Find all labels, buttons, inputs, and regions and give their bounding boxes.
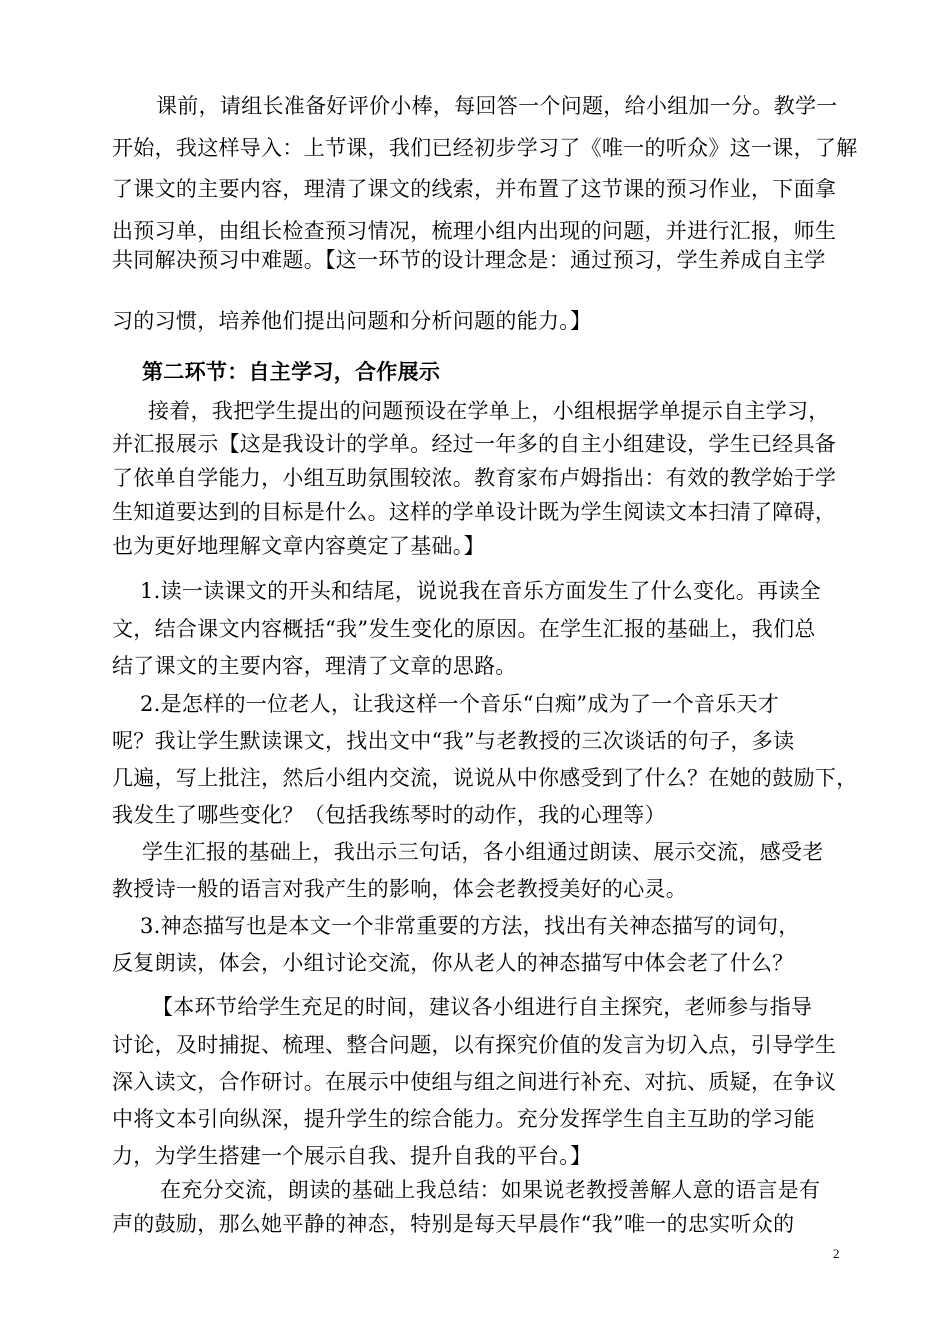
text-line: 共同解决预习中难题。【这一环节的设计理念是：通过预习，学生养成自主学 <box>112 248 826 272</box>
text-line: 接着，我把学生提出的问题预设在学单上，小组根据学单提示自主学习， <box>148 399 830 423</box>
text-line: 中将文本引向纵深，提升学生的综合能力。充分发挥学生自主互助的学习能 <box>112 1107 815 1131</box>
text-line: 在充分交流，朗读的基础上我总结：如果说老教授善解人意的语言是有 <box>160 1178 821 1202</box>
text-line: 出预习单，由组长检查预习情况，梳理小组内出现的问题，并进行汇报，师生 <box>112 219 837 243</box>
list-item-1: 1.读一读课文的开头和结尾，说说我在音乐方面发生了什么变化。再读全 <box>140 579 821 603</box>
text-line: 我发生了哪些变化？（包括我练琴时的动作，我的心理等） <box>112 803 666 827</box>
text-line: 声的鼓励，那么她平静的神态，特别是每天早晨作“我”唯一的忠实听众的 <box>112 1212 795 1236</box>
text-line: 生知道要达到的目标是什么。这样的学单设计既为学生阅读文本扫清了障碍， <box>112 500 837 524</box>
section-heading: 第二环节：自主学习，合作展示 <box>142 360 441 384</box>
text-line: 课前，请组长准备好评价小棒，每回答一个问题，给小组加一分。教学一 <box>156 94 838 118</box>
text-line: 结了课文的主要内容，理清了文章的思路。 <box>112 654 517 678</box>
text-line: 力，为学生搭建一个展示自我、提升自我的平台。】 <box>112 1144 592 1168</box>
text-line: 反复朗读，体会，小组讨论交流，你从老人的神态描写中体会老了什么？ <box>112 951 794 975</box>
text-line: 习的习惯，培养他们提出问题和分析问题的能力。】 <box>112 309 592 333</box>
list-item-3: 3.神态描写也是本文一个非常重要的方法，找出有关神态描写的词句， <box>140 914 800 938</box>
text-line: 讨论，及时捕捉、梳理、整合问题，以有探究价值的发言为切入点，引导学生 <box>112 1033 837 1057</box>
text-line: 学生汇报的基础上，我出示三句话，各小组通过朗读、展示交流，感受老 <box>142 840 824 864</box>
text-line: 深入读文，合作研讨。在展示中使组与组之间进行补充、对抗、质疑，在争议 <box>112 1070 837 1094</box>
text-line: 呢？我让学生默读课文，找出文中“我”与老教授的三次谈话的句子，多读 <box>112 729 795 753</box>
text-line: 几遍，写上批注，然后小组内交流，说说从中你感受到了什么？在她的鼓励下， <box>112 766 858 790</box>
text-line: 了依单自学能力，小组互助氛围较浓。教育家布卢姆指出：有效的教学始于学 <box>112 466 837 490</box>
page-number: 2 <box>833 1246 840 1261</box>
text-line: 文，结合课文内容概括“我”发生变化的原因。在学生汇报的基础上，我们总 <box>112 617 816 641</box>
text-line: 【本环节给学生充足的时间，建议各小组进行自主探究，老师参与指导 <box>152 995 813 1019</box>
text-line: 并汇报展示【这是我设计的学单。经过一年多的自主小组建设，学生已经具备 <box>112 432 837 456</box>
text-line: 也为更好地理解文章内容奠定了基础。】 <box>112 534 485 558</box>
list-item-2: 2.是怎样的一位老人，让我这样一个音乐“白痴”成为了一个音乐天才 <box>140 692 780 716</box>
text-line: 开始，我这样导入：上节课，我们已经初步学习了《唯一的听众》这一课，了解 <box>112 136 858 160</box>
text-line: 教授诗一般的语言对我产生的影响，体会老教授美好的心灵。 <box>112 877 688 901</box>
text-line: 了课文的主要内容，理清了课文的线索，并布置了这节课的预习作业，下面拿 <box>112 177 837 201</box>
